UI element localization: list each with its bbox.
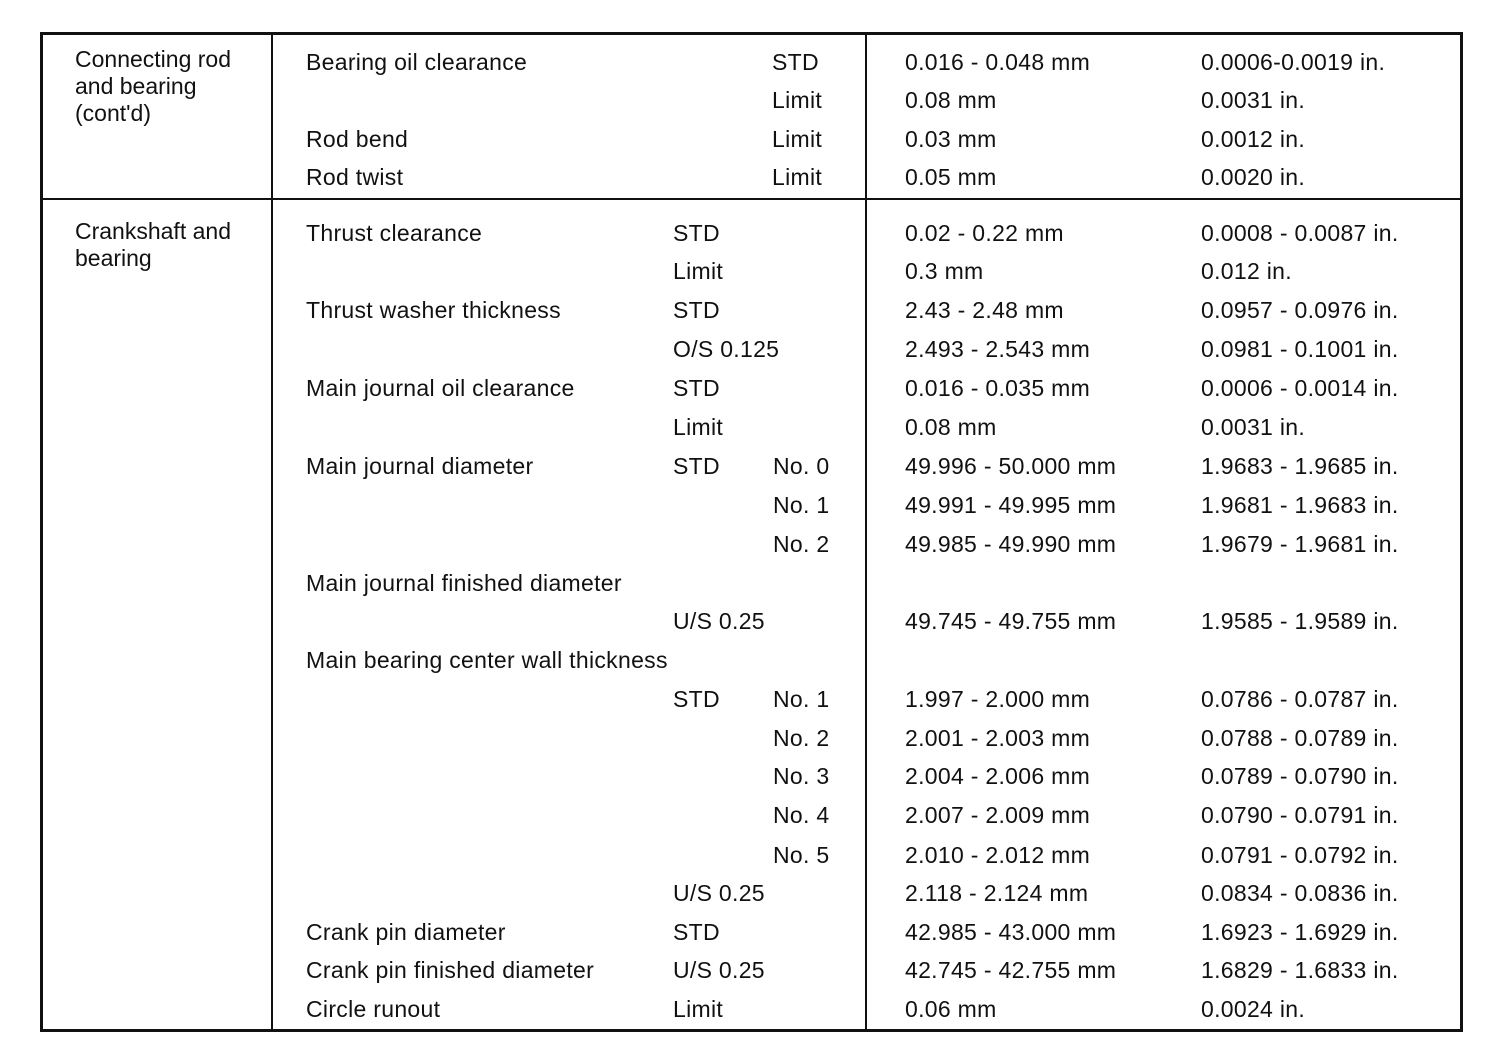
- cell-imperial: 0.0006 - 0.0014 in.: [1201, 375, 1399, 401]
- cell-cond: U/S 0.25: [673, 608, 765, 634]
- cell-metric: 2.001 - 2.003 mm: [905, 725, 1091, 751]
- cell-sub: Limit: [772, 87, 823, 113]
- cell-sub: Limit: [772, 164, 823, 190]
- spec-table: [40, 32, 1463, 1032]
- cell-metric: 0.06 mm: [905, 996, 997, 1022]
- cell-metric: 2.118 - 2.124 mm: [905, 880, 1089, 906]
- cell-cond: U/S 0.25: [673, 957, 765, 983]
- section-title: Connecting rod and bearing (cont'd): [75, 46, 231, 126]
- cell-imperial: 1.9679 - 1.9681 in.: [1201, 531, 1399, 557]
- cell-item: Main journal diameter: [306, 453, 534, 479]
- cell-imperial: 1.6923 - 1.6929 in.: [1201, 919, 1399, 945]
- cell-sub: No. 0: [773, 453, 830, 479]
- cell-metric: 0.03 mm: [905, 126, 997, 152]
- cell-item: Crank pin finished diameter: [306, 957, 595, 983]
- cell-cond: STD: [673, 297, 720, 323]
- cell-sub: No. 1: [773, 492, 830, 518]
- column-divider-right: [865, 35, 867, 1029]
- cell-imperial: 0.0791 - 0.0792 in.: [1201, 842, 1399, 868]
- cell-imperial: 0.0957 - 0.0976 in.: [1201, 297, 1399, 323]
- cell-metric: 2.007 - 2.009 mm: [905, 802, 1091, 828]
- cell-item: Rod bend: [306, 126, 409, 152]
- cell-sub: No. 5: [773, 842, 830, 868]
- cell-cond: STD: [673, 220, 720, 246]
- cell-cond: STD: [673, 375, 720, 401]
- cell-sub: No. 3: [773, 763, 830, 789]
- cell-metric: 0.016 - 0.048 mm: [905, 49, 1091, 75]
- cell-imperial: 1.9683 - 1.9685 in.: [1201, 453, 1399, 479]
- cell-sub: No. 2: [773, 725, 830, 751]
- cell-metric: 1.997 - 2.000 mm: [905, 686, 1091, 712]
- cell-imperial: 0.0006-0.0019 in.: [1201, 49, 1386, 75]
- cell-metric: 42.985 - 43.000 mm: [905, 919, 1117, 945]
- cell-metric: 0.08 mm: [905, 414, 997, 440]
- cell-metric: 49.745 - 49.755 mm: [905, 608, 1117, 634]
- cell-imperial: 0.0012 in.: [1201, 126, 1306, 152]
- cell-cond: Limit: [673, 258, 724, 284]
- cell-cond: STD: [673, 686, 720, 712]
- cell-sub: No. 1: [773, 686, 830, 712]
- cell-item: Crank pin diameter: [306, 919, 506, 945]
- cell-item: Main journal finished diameter: [306, 570, 622, 596]
- cell-imperial: 0.0786 - 0.0787 in.: [1201, 686, 1399, 712]
- cell-cond: Limit: [673, 996, 724, 1022]
- cell-imperial: 0.0020 in.: [1201, 164, 1306, 190]
- section-title: Crankshaft and bearing: [75, 218, 231, 271]
- cell-imperial: 1.9585 - 1.9589 in.: [1201, 608, 1399, 634]
- cell-imperial: 0.0008 - 0.0087 in.: [1201, 220, 1399, 246]
- cell-sub: No. 4: [773, 802, 830, 828]
- cell-sub: STD: [772, 49, 819, 75]
- cell-cond: STD: [673, 453, 720, 479]
- cell-imperial: 0.0788 - 0.0789 in.: [1201, 725, 1399, 751]
- cell-imperial: 0.0790 - 0.0791 in.: [1201, 802, 1399, 828]
- cell-imperial: 0.012 in.: [1201, 258, 1292, 284]
- cell-cond: O/S 0.125: [673, 336, 780, 362]
- cell-item: Bearing oil clearance: [306, 49, 528, 75]
- cell-item: Main journal oil clearance: [306, 375, 575, 401]
- cell-item: Main bearing center wall thickness: [306, 647, 668, 673]
- cell-imperial: 0.0031 in.: [1201, 87, 1306, 113]
- cell-metric: 49.985 - 49.990 mm: [905, 531, 1117, 557]
- cell-item: Thrust washer thickness: [306, 297, 561, 323]
- cell-metric: 49.991 - 49.995 mm: [905, 492, 1117, 518]
- cell-item: Circle runout: [306, 996, 441, 1022]
- cell-metric: 0.05 mm: [905, 164, 997, 190]
- cell-item: Rod twist: [306, 164, 404, 190]
- cell-metric: 0.3 mm: [905, 258, 984, 284]
- cell-sub: No. 2: [773, 531, 830, 557]
- cell-metric: 2.010 - 2.012 mm: [905, 842, 1091, 868]
- column-divider-left: [271, 35, 273, 1029]
- cell-metric: 0.08 mm: [905, 87, 997, 113]
- cell-imperial: 1.6829 - 1.6833 in.: [1201, 957, 1399, 983]
- cell-imperial: 0.0834 - 0.0836 in.: [1201, 880, 1399, 906]
- cell-sub: Limit: [772, 126, 823, 152]
- cell-metric: 49.996 - 50.000 mm: [905, 453, 1117, 479]
- cell-metric: 2.004 - 2.006 mm: [905, 763, 1091, 789]
- cell-item: Thrust clearance: [306, 220, 483, 246]
- cell-cond: STD: [673, 919, 720, 945]
- cell-metric: 2.43 - 2.48 mm: [905, 297, 1064, 323]
- cell-cond: U/S 0.25: [673, 880, 765, 906]
- cell-metric: 42.745 - 42.755 mm: [905, 957, 1117, 983]
- cell-imperial: 0.0024 in.: [1201, 996, 1306, 1022]
- cell-metric: 0.02 - 0.22 mm: [905, 220, 1064, 246]
- cell-imperial: 0.0789 - 0.0790 in.: [1201, 763, 1399, 789]
- cell-imperial: 1.9681 - 1.9683 in.: [1201, 492, 1399, 518]
- cell-metric: 2.493 - 2.543 mm: [905, 336, 1091, 362]
- cell-imperial: 0.0031 in.: [1201, 414, 1306, 440]
- section-divider: [43, 198, 1460, 200]
- cell-imperial: 0.0981 - 0.1001 in.: [1201, 336, 1399, 362]
- cell-cond: Limit: [673, 414, 724, 440]
- cell-metric: 0.016 - 0.035 mm: [905, 375, 1091, 401]
